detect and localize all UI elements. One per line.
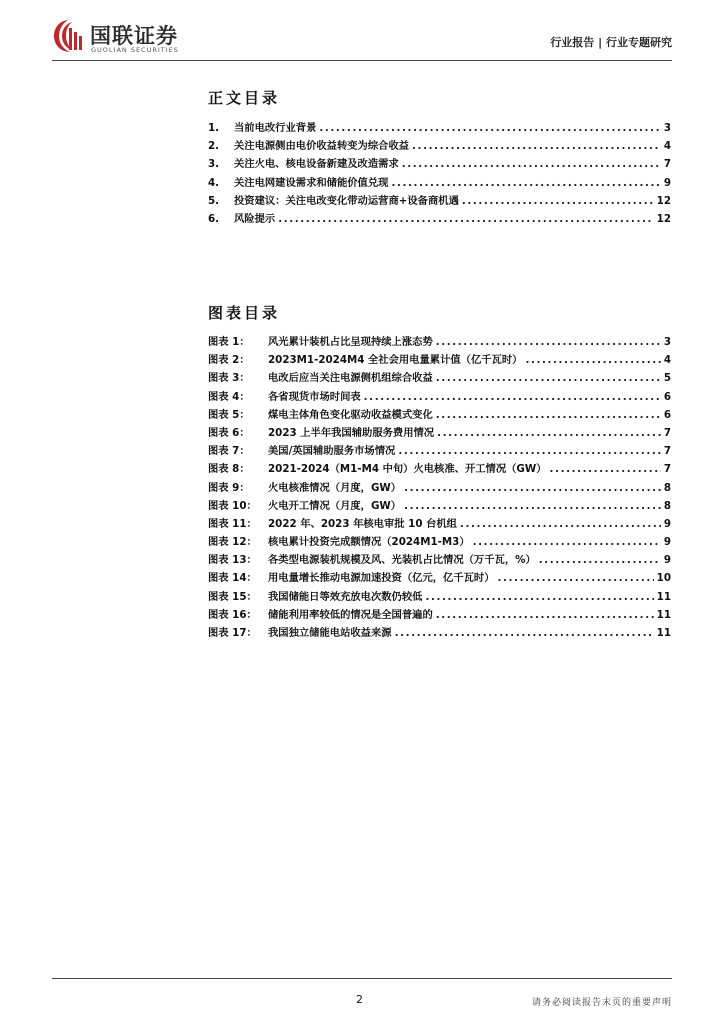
figure-entry-number: 图表 14：	[208, 572, 257, 585]
figure-entry-number: 图表 15：	[208, 590, 257, 603]
header-divider	[52, 60, 672, 61]
figure-toc-entry[interactable]	[208, 351, 671, 369]
figure-entry-page: 5	[663, 372, 671, 385]
figure-entry-number: 图表 6：	[208, 426, 250, 439]
figure-entry-title: 火电开工情况（月度，GW）	[268, 499, 402, 512]
figure-entry-number: 图表 1：	[208, 336, 250, 348]
page-header	[0, 0, 724, 62]
figure-entry-title: 风光累计装机占比呈现持续上涨态势	[268, 336, 433, 348]
toc-entry-title: 投资建议：关注电改变化带动运营商+设备商机遇	[234, 194, 459, 207]
figure-entry-page: 6	[663, 408, 671, 421]
dot-leader	[395, 624, 654, 642]
dot-leader	[425, 588, 653, 606]
figure-entry-number: 图表 2：	[208, 354, 250, 367]
figure-entry-title: 核电累计投资完成额情况（2024M1-M3）	[268, 536, 470, 549]
figure-entry-page: 6	[663, 390, 671, 403]
figure-entry-title: 火电核准情况（月度，GW）	[268, 481, 402, 494]
toc-entry-number: 5.	[208, 194, 220, 207]
figure-entry-page: 7	[663, 445, 671, 458]
figure-entry-page: 3	[663, 336, 671, 348]
report-category: 行业报告 | 行业专题研究	[550, 36, 672, 49]
figure-entry-number: 图表 7：	[208, 445, 250, 458]
footer-divider	[52, 978, 672, 979]
logo-name-en: GUOLIAN SECURITIES	[91, 46, 179, 54]
figure-entry-page: 9	[663, 517, 671, 530]
toc-entry-page: 3	[663, 122, 671, 134]
figure-entry-number: 图表 11：	[208, 517, 257, 530]
figure-entry-title: 电改后应当关注电源侧机组综合收益	[268, 372, 433, 385]
toc-entry[interactable]	[208, 174, 671, 192]
toc-entry[interactable]	[208, 119, 671, 137]
figure-entry-page: 11	[656, 590, 671, 603]
toc-entry-title: 关注电网建设需求和储能价值兑现	[234, 176, 389, 189]
footer-disclaimer: 请务必阅读报告末页的重要声明	[531, 998, 672, 1008]
figure-entry-title: 储能利用率较低的情况是全国普遍的	[268, 608, 433, 621]
toc-entry-title: 关注火电、核电设备新建及改造需求	[234, 158, 399, 171]
figure-toc-entry[interactable]	[208, 369, 671, 387]
toc-entry[interactable]	[208, 137, 671, 155]
figure-entry-number: 图表 9：	[208, 481, 250, 494]
figure-entry-page: 9	[663, 536, 671, 549]
figure-entry-page: 4	[663, 354, 671, 367]
figure-entry-page: 7	[663, 463, 671, 476]
dot-leader	[436, 333, 661, 351]
toc-entry[interactable]	[208, 192, 671, 210]
figure-entry-title: 2023M1-2024M4 全社会用电量累计值（亿千瓦时）	[268, 354, 523, 367]
figure-entry-title: 各类型电源装机规模及风、光装机占比情况（万千瓦，%）	[268, 554, 536, 567]
dot-leader	[364, 388, 661, 406]
toc-entry-title: 当前电改行业背景	[234, 122, 317, 134]
dot-leader	[398, 442, 661, 460]
text-toc-title: 正文目录	[208, 89, 281, 107]
dot-leader	[402, 155, 661, 173]
logo-mark-icon	[52, 18, 84, 54]
dot-leader	[473, 533, 661, 551]
figure-toc-entry[interactable]	[208, 569, 671, 587]
dot-leader	[460, 515, 661, 533]
figure-entry-number: 图表 8：	[208, 463, 250, 476]
toc-entry-page: 4	[663, 140, 671, 153]
page-number: 2	[356, 993, 363, 1006]
figure-toc	[208, 333, 671, 642]
figure-entry-number: 图表 5：	[208, 408, 250, 421]
figure-toc-entry[interactable]	[208, 460, 671, 478]
figure-entry-title: 美国/英国辅助服务市场情况	[268, 445, 396, 458]
dot-leader	[550, 460, 661, 478]
figure-toc-entry[interactable]	[208, 424, 671, 442]
figure-entry-page: 11	[656, 608, 671, 621]
figure-entry-number: 图表 10：	[208, 499, 257, 512]
figure-entry-number: 图表 3：	[208, 372, 250, 385]
toc-entry-number: 2.	[208, 140, 220, 153]
dot-leader	[412, 137, 661, 155]
figure-entry-title: 2023 上半年我国辅助服务费用情况	[268, 426, 435, 439]
figure-entry-title: 煤电主体角色变化驱动收益模式变化	[268, 408, 433, 421]
toc-entry-title: 风险提示	[234, 212, 276, 225]
figure-toc-entry[interactable]	[208, 479, 671, 497]
toc-entry-page: 12	[656, 212, 671, 225]
figure-entry-title: 用电量增长推动电源加速投资（亿元，亿千瓦时）	[268, 572, 495, 585]
figure-toc-entry[interactable]	[208, 551, 671, 569]
figure-entry-page: 10	[656, 572, 671, 585]
toc-entry-page: 12	[656, 194, 671, 207]
figure-entry-number: 图表 16：	[208, 608, 257, 621]
figure-toc-entry[interactable]	[208, 333, 671, 351]
figure-toc-entry[interactable]	[208, 606, 671, 624]
figure-entry-page: 9	[663, 554, 671, 567]
figure-entry-page: 8	[663, 481, 671, 494]
figure-entry-title: 各省现货市场时间表	[268, 390, 361, 403]
dot-leader	[498, 569, 654, 587]
figure-entry-page: 7	[663, 426, 671, 439]
toc-entry[interactable]	[208, 210, 671, 228]
text-toc	[208, 119, 671, 228]
figure-toc-entry[interactable]	[208, 588, 671, 606]
dot-leader	[436, 406, 661, 424]
dot-leader	[319, 119, 660, 137]
figure-entry-title: 2022 年、2023 年核电审批 10 台机组	[268, 517, 457, 530]
toc-entry[interactable]	[208, 155, 671, 173]
figure-entry-title: 2021-2024（M1-M4 中旬）火电核准、开工情况（GW）	[268, 463, 547, 476]
dot-leader	[391, 174, 660, 192]
figure-entry-number: 图表 4：	[208, 390, 250, 403]
figure-toc-entry[interactable]	[208, 515, 671, 533]
figure-toc-entry[interactable]	[208, 406, 671, 424]
figure-toc-entry[interactable]	[208, 533, 671, 551]
figure-entry-page: 11	[656, 627, 671, 639]
figure-entry-page: 8	[663, 499, 671, 512]
toc-entry-title: 关注电源侧由电价收益转变为综合收益	[234, 140, 410, 153]
dot-leader	[539, 551, 661, 569]
toc-entry-number: 1.	[208, 122, 220, 134]
dot-leader	[404, 497, 661, 515]
dot-leader	[462, 192, 654, 210]
dot-leader	[437, 424, 661, 442]
toc-entry-number: 3.	[208, 158, 220, 171]
dot-leader	[436, 606, 654, 624]
dot-leader	[404, 479, 661, 497]
figure-entry-title: 我国独立储能电站收益来源	[268, 627, 392, 639]
dot-leader	[278, 210, 653, 228]
figure-entry-number: 图表 17：	[208, 627, 257, 639]
logo-name-cn: 国联证券	[90, 24, 178, 48]
dot-leader	[525, 351, 660, 369]
figure-toc-entry[interactable]	[208, 442, 671, 460]
figure-entry-title: 我国储能日等效充放电次数仍较低	[268, 590, 423, 603]
dot-leader	[436, 369, 661, 387]
figure-toc-entry[interactable]	[208, 624, 671, 642]
toc-entry-number: 6.	[208, 212, 220, 225]
toc-entry-page: 7	[663, 158, 671, 171]
figure-entry-number: 图表 12：	[208, 536, 257, 549]
figure-toc-entry[interactable]	[208, 388, 671, 406]
toc-entry-number: 4.	[208, 176, 220, 189]
figure-toc-title: 图表目录	[208, 304, 281, 322]
figure-toc-entry[interactable]	[208, 497, 671, 515]
toc-entry-page: 9	[663, 176, 671, 189]
figure-entry-number: 图表 13：	[208, 554, 257, 567]
